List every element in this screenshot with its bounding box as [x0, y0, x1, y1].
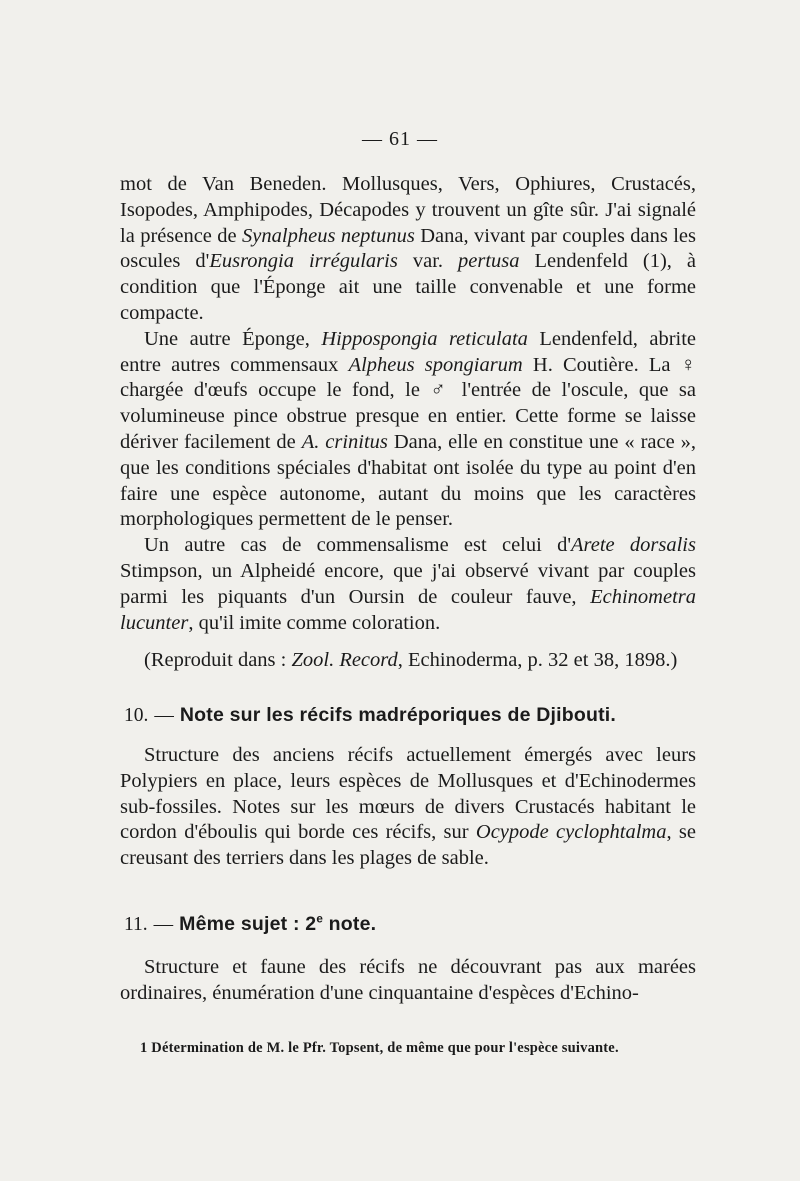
section-10-text	[120, 743, 696, 872]
text-run: Dana, elle en constitue une « race », que les conditions spéciales d'habitat ont isolée du type au point d'en faire une espèce autonome, autant du moins que les caractères morphologiques permettent de le penser.	[120, 430, 696, 531]
text-run: Lendenfeld (1), à condition que l'Éponge ait une taille convenable et une forme compacte.	[120, 250, 697, 324]
text-run: , se creusant des terriers dans les plages de sable.	[120, 821, 696, 870]
text-run: mot de Van Beneden. Mollusques, Vers, Ophiures, Crustacés, Isopodes, Amphipodes, Décapodes y trouvent un gîte sûr. J'ai signalé la présence de	[120, 173, 696, 247]
section-heading-11	[124, 913, 684, 936]
heading-dash: —	[153, 914, 174, 935]
variety-name: pertusa	[458, 250, 520, 273]
species-name: Eusrongia irrégularis	[209, 250, 398, 273]
species-name: Arete dorsalis	[571, 534, 696, 557]
text-run: var.	[397, 250, 459, 273]
heading-dash: —	[154, 705, 174, 726]
species-name: Alpheus spongiarum	[348, 353, 523, 376]
journal-name: Zool. Record	[291, 649, 398, 671]
section-number: 11.	[124, 914, 148, 935]
text-run: Lendenfeld, abrite entre autres commensaux	[120, 327, 697, 376]
species-name: Ocypode cyclophtalma	[475, 821, 667, 844]
species-name: Synalpheus neptunus	[242, 224, 415, 247]
section-title: Note sur les récifs madréporiques de Djibouti.	[179, 704, 617, 726]
species-name: A. crinitus	[301, 430, 388, 453]
text-run: H. Coutière. La ♀ chargée d'œufs occupe le fond, le ♂ l'entrée de l'oscule, que sa volumineuse pince obstrue presque en entier. Cette forme se laisse dériver facilement de	[120, 353, 697, 453]
title-text: note.	[323, 913, 377, 935]
section-title	[179, 913, 376, 935]
paragraph-djibouti-reefs	[120, 743, 696, 872]
section-heading-10	[124, 704, 684, 727]
text-run: (Reproduit dans :	[144, 649, 292, 671]
ordinal-superscript: e	[316, 912, 324, 926]
footnote: 1 Détermination de M. le Pfr. Topsent, de même que pour l'espèce suivante.	[140, 1040, 619, 1056]
text-run: Un autre cas de commensalisme est celui d'	[144, 534, 572, 557]
section-number: 10.	[124, 705, 149, 726]
text-run: , Echinoderma, p. 32 et 38, 1898.)	[397, 649, 678, 671]
page-number: — 61 —	[362, 128, 438, 150]
text-run: Une autre Éponge,	[144, 327, 322, 350]
paragraph-commensalism-sponges	[120, 172, 696, 327]
text-run: Structure des anciens récifs actuellement émergés avec leurs Polypiers en place, leurs espèces de Mollusques et d'Echinodermes sub-fossiles. Notes sur les mœurs de divers Crustacés habitant le cordon d'éboulis qui borde ces récifs, sur	[120, 744, 696, 844]
paragraph-reef-fauna	[120, 955, 696, 1007]
text-run: , qu'il imite comme coloration.	[188, 611, 441, 634]
section-11-text	[120, 955, 696, 1007]
text-run: Stimpson, un Alpheidé encore, que j'ai observé vivant par couples parmi les piquants d'un Oursin de couleur fauve,	[120, 559, 696, 608]
text-run: Structure et faune des récifs ne découvrant pas aux marées ordinaires, énumération d'une cinquantaine d'espèces d'Echino-	[120, 956, 696, 1004]
species-name: Hippospongia reticulata	[321, 327, 528, 350]
text-run: Dana, vivant par couples dans les oscules d'	[120, 224, 696, 273]
reproduction-note	[144, 648, 696, 674]
species-name: Echinometra lucunter	[120, 585, 696, 634]
title-text: Même sujet : 2	[179, 913, 317, 935]
paragraph-hippospongia	[120, 327, 696, 533]
paragraph-arete-dorsalis	[120, 533, 696, 636]
body-text-block	[120, 172, 696, 636]
